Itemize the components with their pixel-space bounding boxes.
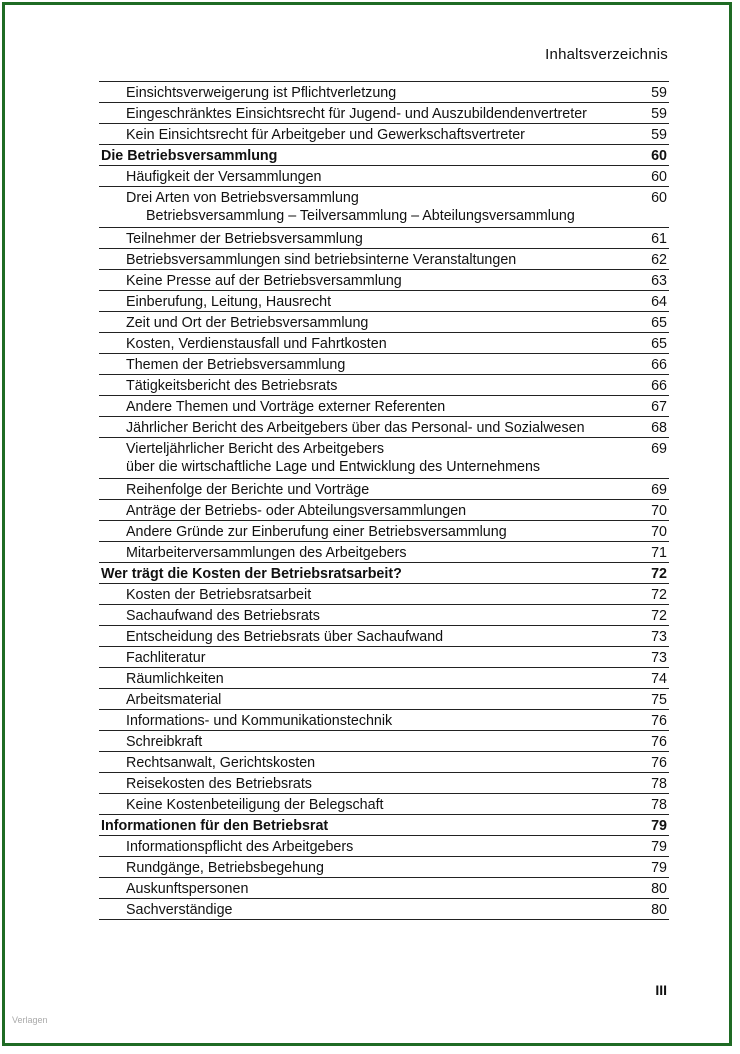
toc-entry-row — [99, 542, 669, 563]
toc-entry-title-line: Anträge der Betriebs- oder Abteilungsversammlungen — [126, 503, 467, 519]
toc-entry-title-line: Fachliteratur — [126, 650, 206, 666]
toc-entry-title — [126, 838, 353, 856]
toc-entry-title — [126, 230, 363, 248]
toc-entry-row — [99, 103, 669, 124]
toc-entry-row — [99, 187, 669, 228]
toc-entry-page: 76 — [651, 713, 667, 729]
toc-entry-page: 64 — [651, 294, 667, 310]
toc-entry-page: 60 — [651, 190, 667, 206]
toc-entry-row — [99, 752, 669, 773]
toc-entry-row — [99, 417, 669, 438]
toc-entry-page: 73 — [651, 629, 667, 645]
page-header: Inhaltsverzeichnis — [545, 46, 668, 63]
toc-entry-title-line: Betriebsversammlungen sind betriebsinterne Veranstaltungen — [126, 252, 517, 268]
toc-entry-page: 73 — [651, 650, 667, 666]
toc-entry-title-line: Jährlicher Bericht des Arbeitgebers über das Personal- und Sozialwesen — [126, 420, 585, 436]
toc-entry-title-line: Eingeschränktes Einsichtsrecht für Jugend- und Auszubildendenvertreter — [126, 106, 587, 122]
toc-entry-title-line: Sachverständige — [126, 902, 233, 918]
toc-entry-title — [126, 314, 368, 332]
toc-entry-title-line: Informationen für den Betriebsrat — [101, 818, 329, 834]
toc-entry-title — [126, 293, 331, 311]
toc-entry-page: 62 — [651, 252, 667, 268]
toc-entry-title — [126, 502, 466, 520]
toc-entry-row — [99, 584, 669, 605]
toc-entry-page: 78 — [651, 776, 667, 792]
toc-entry-title — [126, 691, 221, 709]
toc-entry-title-line: Andere Themen und Vorträge externer Referenten — [126, 399, 446, 415]
toc-entry-page: 76 — [651, 755, 667, 771]
toc-entry-row — [99, 878, 669, 899]
toc-entry-title — [126, 356, 345, 374]
toc-entry-title — [126, 733, 202, 751]
toc-entry-title — [126, 84, 396, 102]
toc-entry-title-line: Rundgänge, Betriebsbegehung — [126, 860, 324, 876]
toc-entry-title-line: Informationspflicht des Arbeitgebers — [126, 839, 354, 855]
toc-entry-title — [126, 775, 312, 793]
toc-entry-title — [126, 440, 540, 476]
toc-entry-title-line: Drei Arten von Betriebsversammlung — [126, 190, 359, 206]
toc-section-row — [99, 815, 669, 836]
toc-entry-title-line: Keine Kostenbeteiligung der Belegschaft — [126, 797, 384, 813]
toc-entry-title-line: Keine Presse auf der Betriebsversammlung — [126, 273, 402, 289]
toc-entry-page: 74 — [651, 671, 667, 687]
toc-entry-row — [99, 647, 669, 668]
toc-entry-title — [126, 859, 324, 877]
toc-entry-page: 68 — [651, 420, 667, 436]
toc-entry-title-line: über die wirtschaftliche Lage und Entwicklung des Unternehmens — [126, 459, 541, 475]
toc-entry-page: 75 — [651, 692, 667, 708]
toc-entry-title-line: Rechtsanwalt, Gerichtskosten — [126, 755, 316, 771]
toc-entry-page: 79 — [651, 818, 667, 834]
toc-entry-title — [126, 189, 575, 225]
toc-entry-title — [126, 649, 205, 667]
toc-entry-row — [99, 857, 669, 878]
toc-entry-title-line: Häufigkeit der Versammlungen — [126, 169, 322, 185]
toc-entry-page: 60 — [651, 169, 667, 185]
toc-entry-row — [99, 333, 669, 354]
toc-entry-title — [126, 670, 224, 688]
toc-entry-row — [99, 375, 669, 396]
toc-entry-page: 79 — [651, 839, 667, 855]
toc-entry-row — [99, 500, 669, 521]
toc-entry-title — [126, 880, 248, 898]
toc-entry-row — [99, 312, 669, 333]
toc-entry-row — [99, 689, 669, 710]
toc-entry-title-line: Die Betriebsversammlung — [101, 148, 278, 164]
toc-entry-page: 72 — [651, 566, 667, 582]
toc-entry-title-line: Reisekosten des Betriebsrats — [126, 776, 312, 792]
table-of-contents — [99, 81, 669, 920]
toc-entry-title — [126, 586, 311, 604]
toc-entry-title — [126, 607, 320, 625]
toc-entry-title — [126, 335, 387, 353]
page-number: III — [655, 982, 667, 998]
toc-entry-title-line: Vierteljährlicher Bericht des Arbeitgebers — [126, 441, 385, 457]
toc-entry-title-line: Reihenfolge der Berichte und Vorträge — [126, 482, 370, 498]
toc-entry-title-line: Kosten, Verdienstausfall und Fahrtkosten — [126, 336, 387, 352]
toc-entry-row — [99, 82, 669, 103]
toc-entry-row — [99, 668, 669, 689]
toc-entry-title-line: Entscheidung des Betriebsrats über Sachaufwand — [126, 629, 444, 645]
toc-entry-title-line: Themen der Betriebsversammlung — [126, 357, 346, 373]
watermark: Verlagen — [12, 1015, 48, 1025]
toc-entry-page: 71 — [651, 545, 667, 561]
toc-entry-page: 66 — [651, 378, 667, 394]
toc-entry-title — [126, 523, 507, 541]
toc-entry-row — [99, 773, 669, 794]
toc-entry-row — [99, 899, 669, 920]
toc-entry-page: 59 — [651, 106, 667, 122]
toc-entry-title — [101, 147, 277, 165]
toc-entry-page: 63 — [651, 273, 667, 289]
toc-entry-page: 70 — [651, 524, 667, 540]
toc-entry-page: 72 — [651, 608, 667, 624]
toc-entry-title — [126, 628, 443, 646]
toc-entry-title — [126, 754, 315, 772]
toc-section-row — [99, 145, 669, 166]
toc-entry-title — [126, 419, 585, 437]
toc-entry-title-line: Mitarbeiterversammlungen des Arbeitgebers — [126, 545, 407, 561]
toc-entry-title-line: Sachaufwand des Betriebsrats — [126, 608, 320, 624]
toc-entry-title — [126, 901, 233, 919]
toc-entry-title-line: Arbeitsmaterial — [126, 692, 222, 708]
toc-entry-page: 69 — [651, 482, 667, 498]
toc-entry-title-line: Informations- und Kommunikationstechnik — [126, 713, 393, 729]
toc-entry-title — [101, 817, 328, 835]
toc-entry-title-line: Tätigkeitsbericht des Betriebsrats — [126, 378, 338, 394]
toc-entry-page: 79 — [651, 860, 667, 876]
toc-entry-title-line: Schreibkraft — [126, 734, 203, 750]
toc-entry-row — [99, 291, 669, 312]
toc-entry-title — [126, 377, 337, 395]
toc-entry-row — [99, 354, 669, 375]
toc-entry-title-line: Betriebsversammlung – Teilversammlung – Abteilungsversammlung — [146, 208, 575, 224]
toc-entry-page: 59 — [651, 85, 667, 101]
toc-entry-page: 60 — [651, 148, 667, 164]
toc-entry-row — [99, 124, 669, 145]
toc-entry-page: 72 — [651, 587, 667, 603]
toc-entry-row — [99, 836, 669, 857]
toc-entry-title-line: Räumlichkeiten — [126, 671, 224, 687]
toc-entry-row — [99, 626, 669, 647]
toc-entry-title — [126, 481, 369, 499]
toc-entry-title — [126, 796, 384, 814]
toc-entry-title-line: Kosten der Betriebsratsarbeit — [126, 587, 312, 603]
toc-entry-title — [126, 398, 445, 416]
toc-entry-page: 80 — [651, 902, 667, 918]
toc-entry-row — [99, 605, 669, 626]
toc-entry-row — [99, 270, 669, 291]
toc-entry-page: 61 — [651, 231, 667, 247]
toc-entry-title — [126, 126, 525, 144]
toc-entry-row — [99, 396, 669, 417]
toc-entry-title — [101, 565, 402, 583]
toc-entry-page: 59 — [651, 127, 667, 143]
toc-entry-row — [99, 731, 669, 752]
toc-section-row — [99, 563, 669, 584]
toc-entry-row — [99, 521, 669, 542]
toc-entry-page: 66 — [651, 357, 667, 373]
toc-entry-title-line: Zeit und Ort der Betriebsversammlung — [126, 315, 369, 331]
toc-entry-page: 76 — [651, 734, 667, 750]
toc-entry-title-line: Einberufung, Leitung, Hausrecht — [126, 294, 332, 310]
toc-entry-row — [99, 710, 669, 731]
toc-entry-title — [126, 168, 322, 186]
toc-entry-page: 65 — [651, 315, 667, 331]
toc-entry-title — [126, 544, 407, 562]
toc-entry-row — [99, 479, 669, 500]
toc-entry-page: 70 — [651, 503, 667, 519]
toc-entry-row — [99, 438, 669, 479]
toc-entry-title — [126, 712, 392, 730]
toc-entry-title — [126, 251, 516, 269]
toc-entry-page: 67 — [651, 399, 667, 415]
toc-entry-page: 78 — [651, 797, 667, 813]
toc-entry-page: 69 — [651, 441, 667, 457]
toc-entry-row — [99, 249, 669, 270]
toc-entry-title-line: Wer trägt die Kosten der Betriebsratsarbeit? — [101, 566, 402, 582]
toc-entry-title-line: Einsichtsverweigerung ist Pflichtverletzung — [126, 85, 397, 101]
toc-entry-row — [99, 228, 669, 249]
toc-entry-title-line: Teilnehmer der Betriebsversammlung — [126, 231, 363, 247]
toc-entry-title — [126, 105, 587, 123]
toc-entry-title-line: Auskunftspersonen — [126, 881, 249, 897]
toc-entry-title-line: Andere Gründe zur Einberufung einer Betriebsversammlung — [126, 524, 507, 540]
toc-entry-row — [99, 166, 669, 187]
toc-entry-title-line: Kein Einsichtsrecht für Arbeitgeber und Gewerkschaftsvertreter — [126, 127, 525, 143]
toc-entry-title — [126, 272, 402, 290]
toc-entry-page: 80 — [651, 881, 667, 897]
toc-entry-row — [99, 794, 669, 815]
toc-entry-page: 65 — [651, 336, 667, 352]
